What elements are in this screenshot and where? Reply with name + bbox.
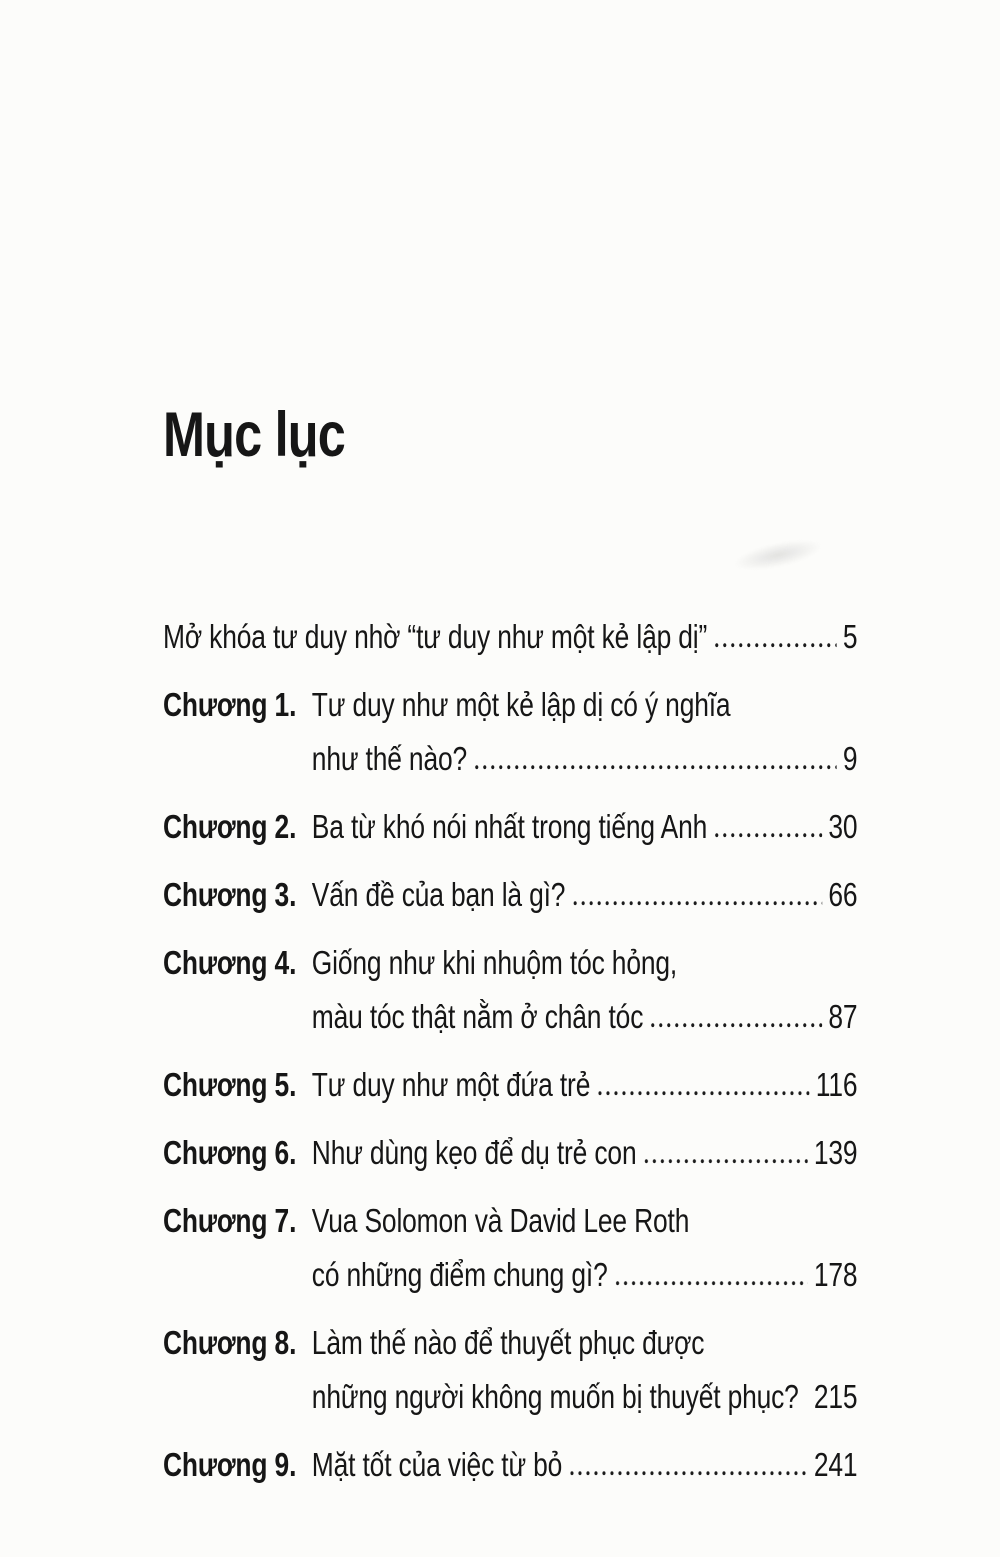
toc-entry — [163, 1126, 857, 1180]
page-title: Mục lục — [163, 400, 346, 470]
toc-line — [312, 936, 858, 990]
toc-line — [312, 1194, 858, 1248]
dot-leader — [616, 1281, 808, 1286]
toc-line — [312, 1370, 858, 1424]
toc-entry — [163, 678, 857, 786]
page-number: 66 — [828, 876, 858, 913]
dot-leader — [598, 1091, 809, 1096]
toc-entry — [163, 868, 857, 922]
toc-line — [312, 990, 858, 1044]
toc-entry-lines — [312, 1316, 858, 1424]
toc-entry-title: Tư duy như một kẻ lập dị có ý nghĩa — [311, 686, 731, 723]
scan-smudge — [731, 534, 824, 576]
toc-entry-title: như thế nào? — [311, 740, 468, 777]
toc-entry-label: Chương 1. — [163, 686, 297, 723]
toc-entry-label: Chương 7. — [163, 1202, 297, 1239]
toc-entry-title: có những điểm chung gì? — [311, 1256, 608, 1293]
toc-list — [163, 610, 857, 1506]
toc-entry-label: Chương 9. — [163, 1446, 297, 1483]
dot-leader — [715, 833, 822, 838]
toc-entry-label: Chương 2. — [163, 808, 297, 845]
toc-entry-lines — [312, 800, 858, 854]
toc-entry-lines — [312, 678, 858, 786]
page-number: 5 — [842, 618, 858, 655]
toc-entry — [163, 1058, 857, 1112]
toc-line — [312, 1438, 858, 1492]
toc-entry-title: Vấn đề của bạn là gì? — [311, 876, 566, 913]
toc-line — [312, 1058, 858, 1112]
dot-leader — [573, 901, 822, 906]
toc-entry-label: Chương 4. — [163, 944, 297, 981]
toc-entry-title: những người không muốn bị thuyết phục? — [311, 1378, 799, 1415]
toc-entry — [163, 1194, 857, 1302]
toc-entry-lines — [312, 1438, 858, 1492]
page-number: 87 — [828, 998, 858, 1035]
toc-entry-label: Chương 8. — [163, 1324, 297, 1361]
toc-entry — [163, 800, 857, 854]
toc-entry-title: Làm thế nào để thuyết phục được — [311, 1324, 705, 1361]
toc-line — [312, 800, 858, 854]
toc-entry-title: màu tóc thật nằm ở chân tóc — [311, 998, 644, 1035]
page-number: 178 — [813, 1256, 858, 1293]
dot-leader — [651, 1023, 822, 1028]
toc-entry-lines — [312, 936, 858, 1044]
page-number: 116 — [815, 1066, 858, 1103]
toc-entry-lines — [312, 1126, 858, 1180]
dot-leader — [644, 1159, 807, 1164]
toc-entry-title: Giống như khi nhuộm tóc hỏng, — [311, 944, 678, 981]
toc-entry-title: Mở khóa tư duy nhờ “tư duy như một kẻ lập dị” — [163, 618, 708, 655]
toc-entry — [163, 1316, 857, 1424]
toc-entry-title: Tư duy như một đứa trẻ — [311, 1066, 591, 1103]
toc-entry-lines — [312, 1058, 858, 1112]
page-number: 241 — [813, 1446, 858, 1483]
dot-leader — [715, 643, 836, 648]
toc-entry — [163, 1438, 857, 1492]
toc-entry-title: Vua Solomon và David Lee Roth — [311, 1202, 690, 1239]
toc-entry-lines — [163, 610, 857, 664]
toc-entry-lines — [312, 868, 858, 922]
page-number: 139 — [813, 1134, 858, 1171]
toc-line — [312, 1248, 858, 1302]
toc-entry — [163, 936, 857, 1044]
toc-line — [312, 1126, 858, 1180]
page-number: 215 — [813, 1378, 858, 1415]
toc-line — [163, 610, 857, 664]
toc-entry-label: Chương 3. — [163, 876, 297, 913]
page-number: 9 — [842, 740, 858, 777]
toc-entry-title: Ba từ khó nói nhất trong tiếng Anh — [311, 808, 708, 845]
toc-entry-title: Mặt tốt của việc từ bỏ — [311, 1446, 563, 1483]
toc-line — [312, 732, 858, 786]
toc-line — [312, 1316, 858, 1370]
toc-entry-lines — [312, 1194, 858, 1302]
dot-leader — [570, 1471, 807, 1476]
toc-line — [312, 678, 858, 732]
toc-line — [312, 868, 858, 922]
toc-entry — [163, 610, 857, 664]
dot-leader — [475, 765, 836, 770]
toc-entry-label: Chương 5. — [163, 1066, 297, 1103]
toc-entry-title: Như dùng kẹo để dụ trẻ con — [311, 1134, 637, 1171]
page-number: 30 — [828, 808, 858, 845]
toc-entry-label: Chương 6. — [163, 1134, 297, 1171]
